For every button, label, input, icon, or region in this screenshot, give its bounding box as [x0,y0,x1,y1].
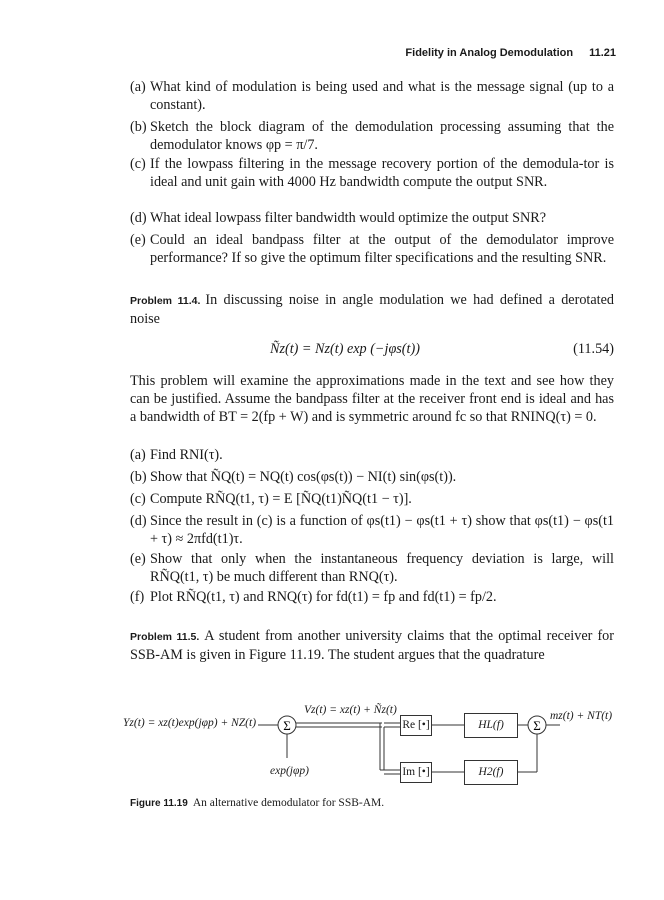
output-signal-label: mz(t) + NT(t) [550,710,613,722]
problem-11-4-paragraph: This problem will examine the approximations made in the text and see how they can be justified. Assume the bandpass filter at the receiver front end is ideal and has a bandwidth of BT = 2(fp + W) and is symmetric around fc so that RNINQ(τ) = 0. [130,373,614,425]
list-item: (d) Since the result in (c) is a function of φs(t1) − φs(t1 + τ) show that φs(t1) − φs(t1 + τ) ≈ 2πfd(t1)τ. [130,513,614,547]
block-diagram [123,702,630,787]
list-item: (c) If the lowpass filtering in the message recovery portion of the demodula-tor is ideal and unit gain with 4000 Hz bandwidth compute the output SNR. [130,156,614,190]
phase-label: exp(jφp) [270,765,309,777]
page-number: 11.21 [589,47,616,59]
list-item: (f) Plot RÑQ(t1, τ) and RNQ(τ) for fd(t1) = fp and fd(t1) = fp/2. [130,589,497,605]
problem-11-4-intro: Problem 11.4. In discussing noise in angle modulation we had defined a derotated noise [130,292,614,327]
list-item: (a) What kind of modulation is being used and what is the message signal (up to a constant). [130,79,614,113]
problem-11-5: Problem 11.5. A student from another university claims that the optimal receiver for SSB-AM is given in Figure 11.19. The student argues that the quadrature [130,628,614,663]
real-part-block: Re [•] [400,715,432,736]
list-item: (c) Compute RÑQ(t1, τ) = E [ÑQ(t1)ÑQ(t1 − τ)]. [130,491,412,507]
figure-caption [130,797,384,809]
imag-part-block: Im [•] [400,762,432,783]
list-item: (b) Show that ÑQ(t) = NQ(t) cos(φs(t)) − NI(t) sin(φs(t)). [130,469,457,485]
caption-label: Figure 11.19 [130,798,188,809]
filter-h2-block: H2(f) [464,760,518,785]
list-item: (d) What ideal lowpass filter bandwidth would optimize the output SNR? [130,210,546,226]
caption-text: An alternative demodulator for SSB-AM. [192,797,385,809]
derotated-signal-label: Vz(t) = xz(t) + Ñz(t) [304,704,397,716]
sum2-symbol: Σ [533,718,541,733]
list-item: (e) Could an ideal bandpass filter at the output of the demodulator improve performance? If so give the optimum filter specifications and the resulting SNR. [130,232,614,266]
list-item: (b) Sketch the block diagram of the demodulation processing assuming that the demodulator knows φp = π/7. [130,119,614,153]
lowpass-filter-block: HL(f) [464,713,518,738]
list-item: (a) Find RNI(τ). [130,447,223,463]
list-item: (e) Show that only when the instantaneous frequency deviation is large, will RÑQ(t1, τ) be much different than RNQ(τ). [130,551,614,585]
sum1-symbol: Σ [283,718,291,733]
equation: Ñz(t) = Nz(t) exp (−jφs(t)) [270,341,420,357]
equation-number: (11.54) [573,341,614,357]
problem-label: Problem 11.5. [130,631,200,643]
problem-label: Problem 11.4. [130,295,201,307]
header-title: Fidelity in Analog Demodulation [405,47,574,59]
input-signal-label: Yz(t) = xz(t)exp(jφp) + NZ(t) [123,717,257,729]
running-header [0,47,616,59]
